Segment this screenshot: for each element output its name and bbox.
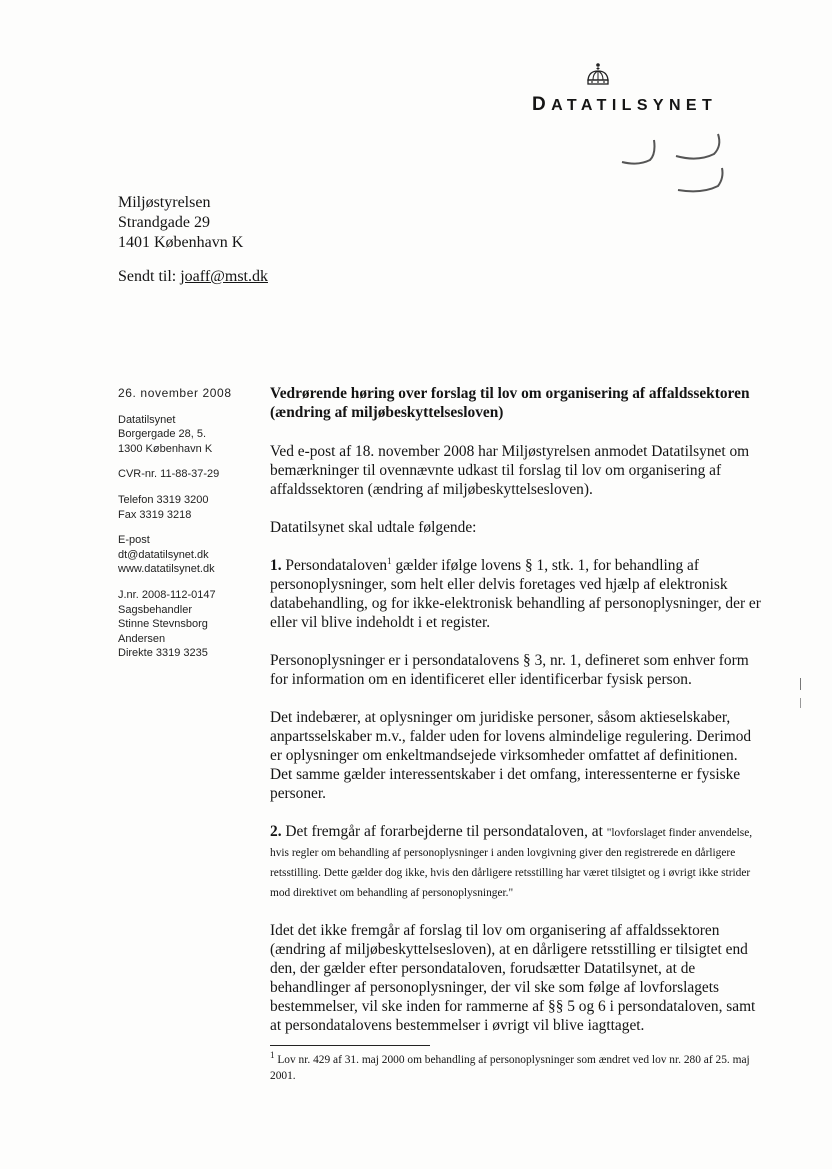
sender-line: Stinne Stevnsborg [118, 618, 208, 631]
quotation: "lovforslaget finder anvendelse, hvis regler om behandling af personoplysninger i anden lovgivning giver den registrerede en dårligere retsstilling. Dette gælder dog ikke, hvis den dårligere retsstilling har været tilsigtet og i øvrigt ikke strider mod direktivet om behandling af personoplysninger." [270, 827, 753, 899]
footnote-text: Lov nr. 429 af 31. maj 2000 om behandling af personoplysninger som ændret ved lov nr. 280 af 25. maj 2001. [270, 1054, 750, 1082]
paragraph [270, 822, 762, 902]
sender-address [118, 413, 258, 457]
scan-mark [800, 698, 801, 708]
paragraph: Datatilsynet skal udtale følgende: [270, 519, 477, 536]
sender-line: Borgergade 28, 5. [118, 428, 207, 441]
section-number: 2. [270, 823, 282, 840]
paragraph-text: gælder ifølge lovens § 1, stk. 1, for behandling af personoplysninger, som helt eller delvis foretages ved hjælp af elektronisk databehandling, og for ikke-elektronisk behandling af personoplysninger, der er eller vil blive indeholdt i et register. [270, 557, 761, 631]
footnote-divider [270, 1045, 430, 1046]
paragraph: Idet det ikke fremgår af forslag til lov om organisering af affaldssektoren (ændring af miljøbeskyttelsesloven), at en dårligere retsstilling er tilsigtet end den, der gælder efter persondataloven, forudsætter Datatilsynet, at de behandlinger af personoplysninger, der vil ske som følge af lovforslagets bestemmelser, vil ske inden for rammerne af §§ 5 og 6 i persondataloven, samt at persondatalovens bestemmelser i øvrigt vil blive iagttaget. [270, 922, 756, 1034]
cvr-number [118, 467, 258, 482]
paragraph: Det indebærer, at oplysninger om juridiske personer, såsom aktieselskaber, anpartsselskaber m.v., falder uden for lovens almindelige regulering. Derimod er oplysninger om enkeltmandsejede virksomheder omfattet af definitionen. Det samme gælder interessentskaber i det omfang, interessenterne er fysiske personer. [270, 709, 752, 802]
sender-line: CVR-nr. 11-88-37-29 [118, 468, 220, 481]
sender-website-link[interactable]: www.datatilsynet.dk [118, 563, 215, 576]
sender-line: 1300 København K [118, 442, 213, 455]
email-web [118, 533, 258, 577]
paragraph-text: Det fremgår af forarbejderne til persondataloven, at [281, 823, 607, 840]
sender-line: J.nr. 2008-112-0147 [118, 588, 216, 601]
footnote [270, 1052, 760, 1084]
recipient-line: Strandgade 29 [118, 214, 210, 231]
sent-to [118, 268, 268, 286]
crown-icon [583, 62, 613, 92]
sender-line: Andersen [118, 632, 166, 645]
sender-line: Fax 3319 3218 [118, 508, 192, 521]
footnote-mark: 1 [270, 1050, 275, 1061]
letter-date: 26. november 2008 [118, 386, 232, 400]
sender-line: Direkte 3319 3235 [118, 647, 208, 660]
sender-line: E-post [118, 534, 150, 547]
sent-to-label: Sendt til: [118, 268, 177, 285]
sent-to-email-link[interactable]: joaff@mst.dk [180, 268, 268, 285]
org-name: DATATILSYNET [532, 94, 718, 115]
case-info [118, 588, 258, 661]
paragraph: Personoplysninger er i persondatalovens § 3, nr. 1, defineret som enhver form for information om en identificeret eller identificerbar fysisk person. [270, 652, 749, 688]
paragraph-text: Persondataloven [285, 557, 388, 574]
sender-line: Datatilsynet [118, 413, 176, 426]
paragraph: Ved e-post af 18. november 2008 har Miljøstyrelsen anmodet Datatilsynet om bemærkninger til ovennævnte udkast til forslag til lov om organisering af affaldssektoren (ændring af miljøbeskyttelsesloven). [270, 443, 750, 498]
recipient-address [118, 193, 243, 253]
recipient-line: 1401 København K [118, 234, 244, 251]
phone-fax [118, 493, 258, 522]
sender-info-column [118, 386, 258, 672]
paragraph [270, 556, 762, 632]
sender-line: Telefon 3319 3200 [118, 493, 209, 506]
scan-mark [800, 678, 801, 690]
recipient-line: Miljøstyrelsen [118, 194, 211, 211]
sender-email-link[interactable]: dt@datatilsynet.dk [118, 548, 209, 561]
sender-line: Sagsbehandler [118, 603, 193, 616]
footnote-ref: 1 [387, 555, 392, 566]
letter-body [270, 384, 762, 1054]
handwritten-initials [618, 132, 728, 202]
letter-subject: Vedrørende høring over forslag til lov om organisering af affaldssektoren (ændring af miljøbeskyttelsesloven) [270, 385, 750, 421]
section-number: 1. [270, 557, 282, 574]
